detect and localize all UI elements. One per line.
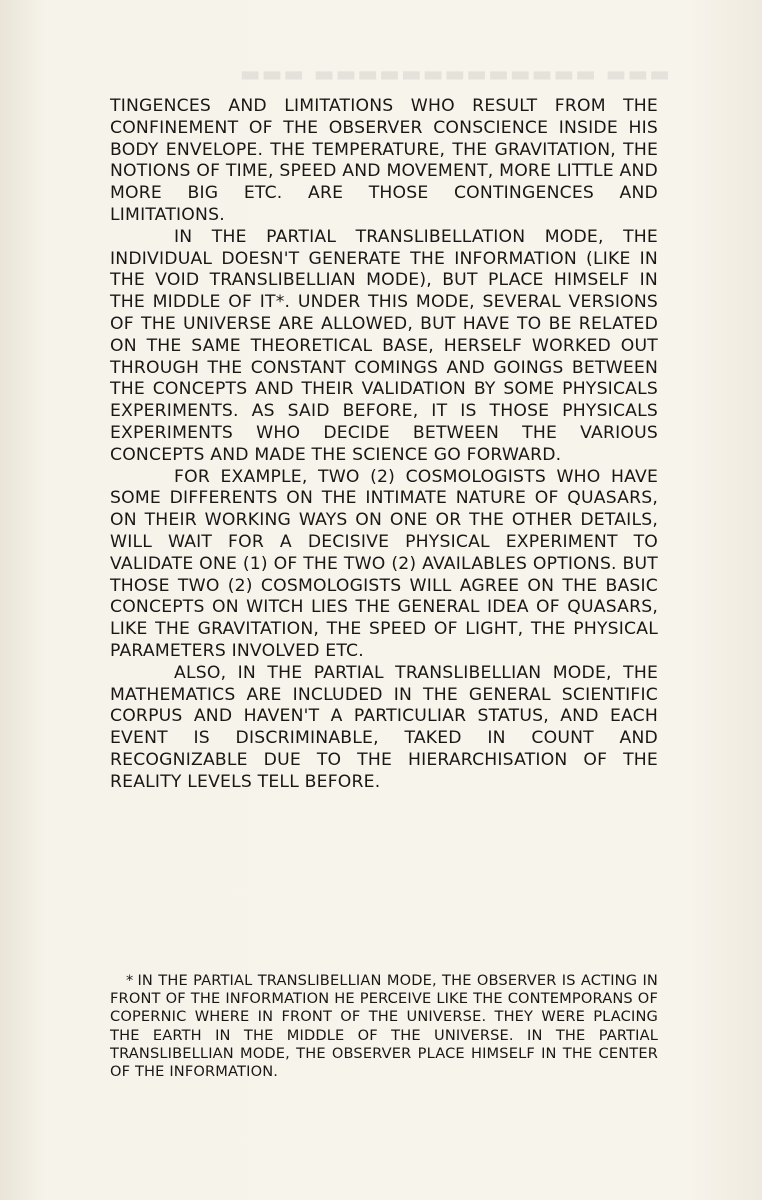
paragraph-1: TINGENCES AND LIMITATIONS WHO RESULT FROM THE CONFINEMENT OF THE OBSERVER CONSCIENCE INSIDE HIS BODY ENVELOPE. THE TEMPERATURE, THE GRAVITATION, THE NOTIONS OF TIME, SPEED AND MOVEMENT, MORE LITTLE AND MORE BIG ETC. ARE THOSE CONTINGENCES AND LIMITATIONS. <box>110 96 658 225</box>
show-through-heading: ▬▬▬ ▬▬▬▬▬▬▬▬▬▬▬▬▬ ▬▬▬ <box>238 62 670 87</box>
footnote <box>110 972 658 1081</box>
body-text <box>110 96 658 794</box>
footnote-text: IN THE PARTIAL TRANSLIBELLIAN MODE, THE OBSERVER IS ACTING IN FRONT OF THE INFORMATION HE PERCEIVE LIKE THE CONTEMPORANS OF COPERNIC WHERE IN FRONT OF THE UNIVERSE. THEY WERE PLACING THE EARTH IN THE MIDDLE OF THE UNIVERSE. IN THE PARTIAL TRANSLIBELLIAN MODE, THE OBSERVER PLACE HIMSELF IN THE CENTER OF THE INFORMATION. <box>110 972 658 1081</box>
paragraph-2: IN THE PARTIAL TRANSLIBELLATION MODE, THE INDIVIDUAL DOESN'T GENERATE THE INFORMATION (LIKE IN THE VOID TRANSLIBELLIAN MODE), BUT PLACE HIMSELF IN THE MIDDLE OF IT*. UNDER THIS MODE, SEVERAL VERSIONS OF THE UNIVERSE ARE ALLOWED, BUT HAVE TO BE RELATED ON THE SAME THEORETICAL BASE, HERSELF WORKED OUT THROUGH THE CONSTANT COMINGS AND GOINGS BETWEEN THE CONCEPTS AND THEIR VALIDATION BY SOME PHYSICALS EXPERIMENTS. AS SAID BEFORE, IT IS THOSE PHYSICALS EXPERIMENTS WHO DECIDE BETWEEN THE VARIOUS CONCEPTS AND MADE THE SCIENCE GO FORWARD. <box>110 226 658 465</box>
paragraph-4: ALSO, IN THE PARTIAL TRANSLIBELLIAN MODE, THE MATHEMATICS ARE INCLUDED IN THE GENERAL SCIENTIFIC CORPUS AND HAVEN'T A PARTICULIAR STATUS, AND EACH EVENT IS DISCRIMINABLE, TAKED IN COUNT AND RECOGNIZABLE DUE TO THE HIERARCHISATION OF THE REALITY LEVELS TELL BEFORE. <box>110 662 658 792</box>
paragraph-3: FOR EXAMPLE, TWO (2) COSMOLOGISTS WHO HAVE SOME DIFFERENTS ON THE INTIMATE NATURE OF QUASARS, ON THEIR WORKING WAYS ON ONE OR THE OTHER DETAILS, WILL WAIT FOR A DECISIVE PHYSICAL EXPERIMENT TO VALIDATE ONE (1) OF THE TWO (2) AVAILABLES OPTIONS. BUT THOSE TWO (2) COSMOLOGISTS WILL AGREE ON THE BASIC CONCEPTS ON WITCH LIES THE GENERAL IDEA OF QUASARS, LIKE THE GRAVITATION, THE SPEED OF LIGHT, THE PHYSICAL PARAMETERS INVOLVED ETC. <box>110 466 658 661</box>
footnote-marker: * <box>126 972 134 989</box>
